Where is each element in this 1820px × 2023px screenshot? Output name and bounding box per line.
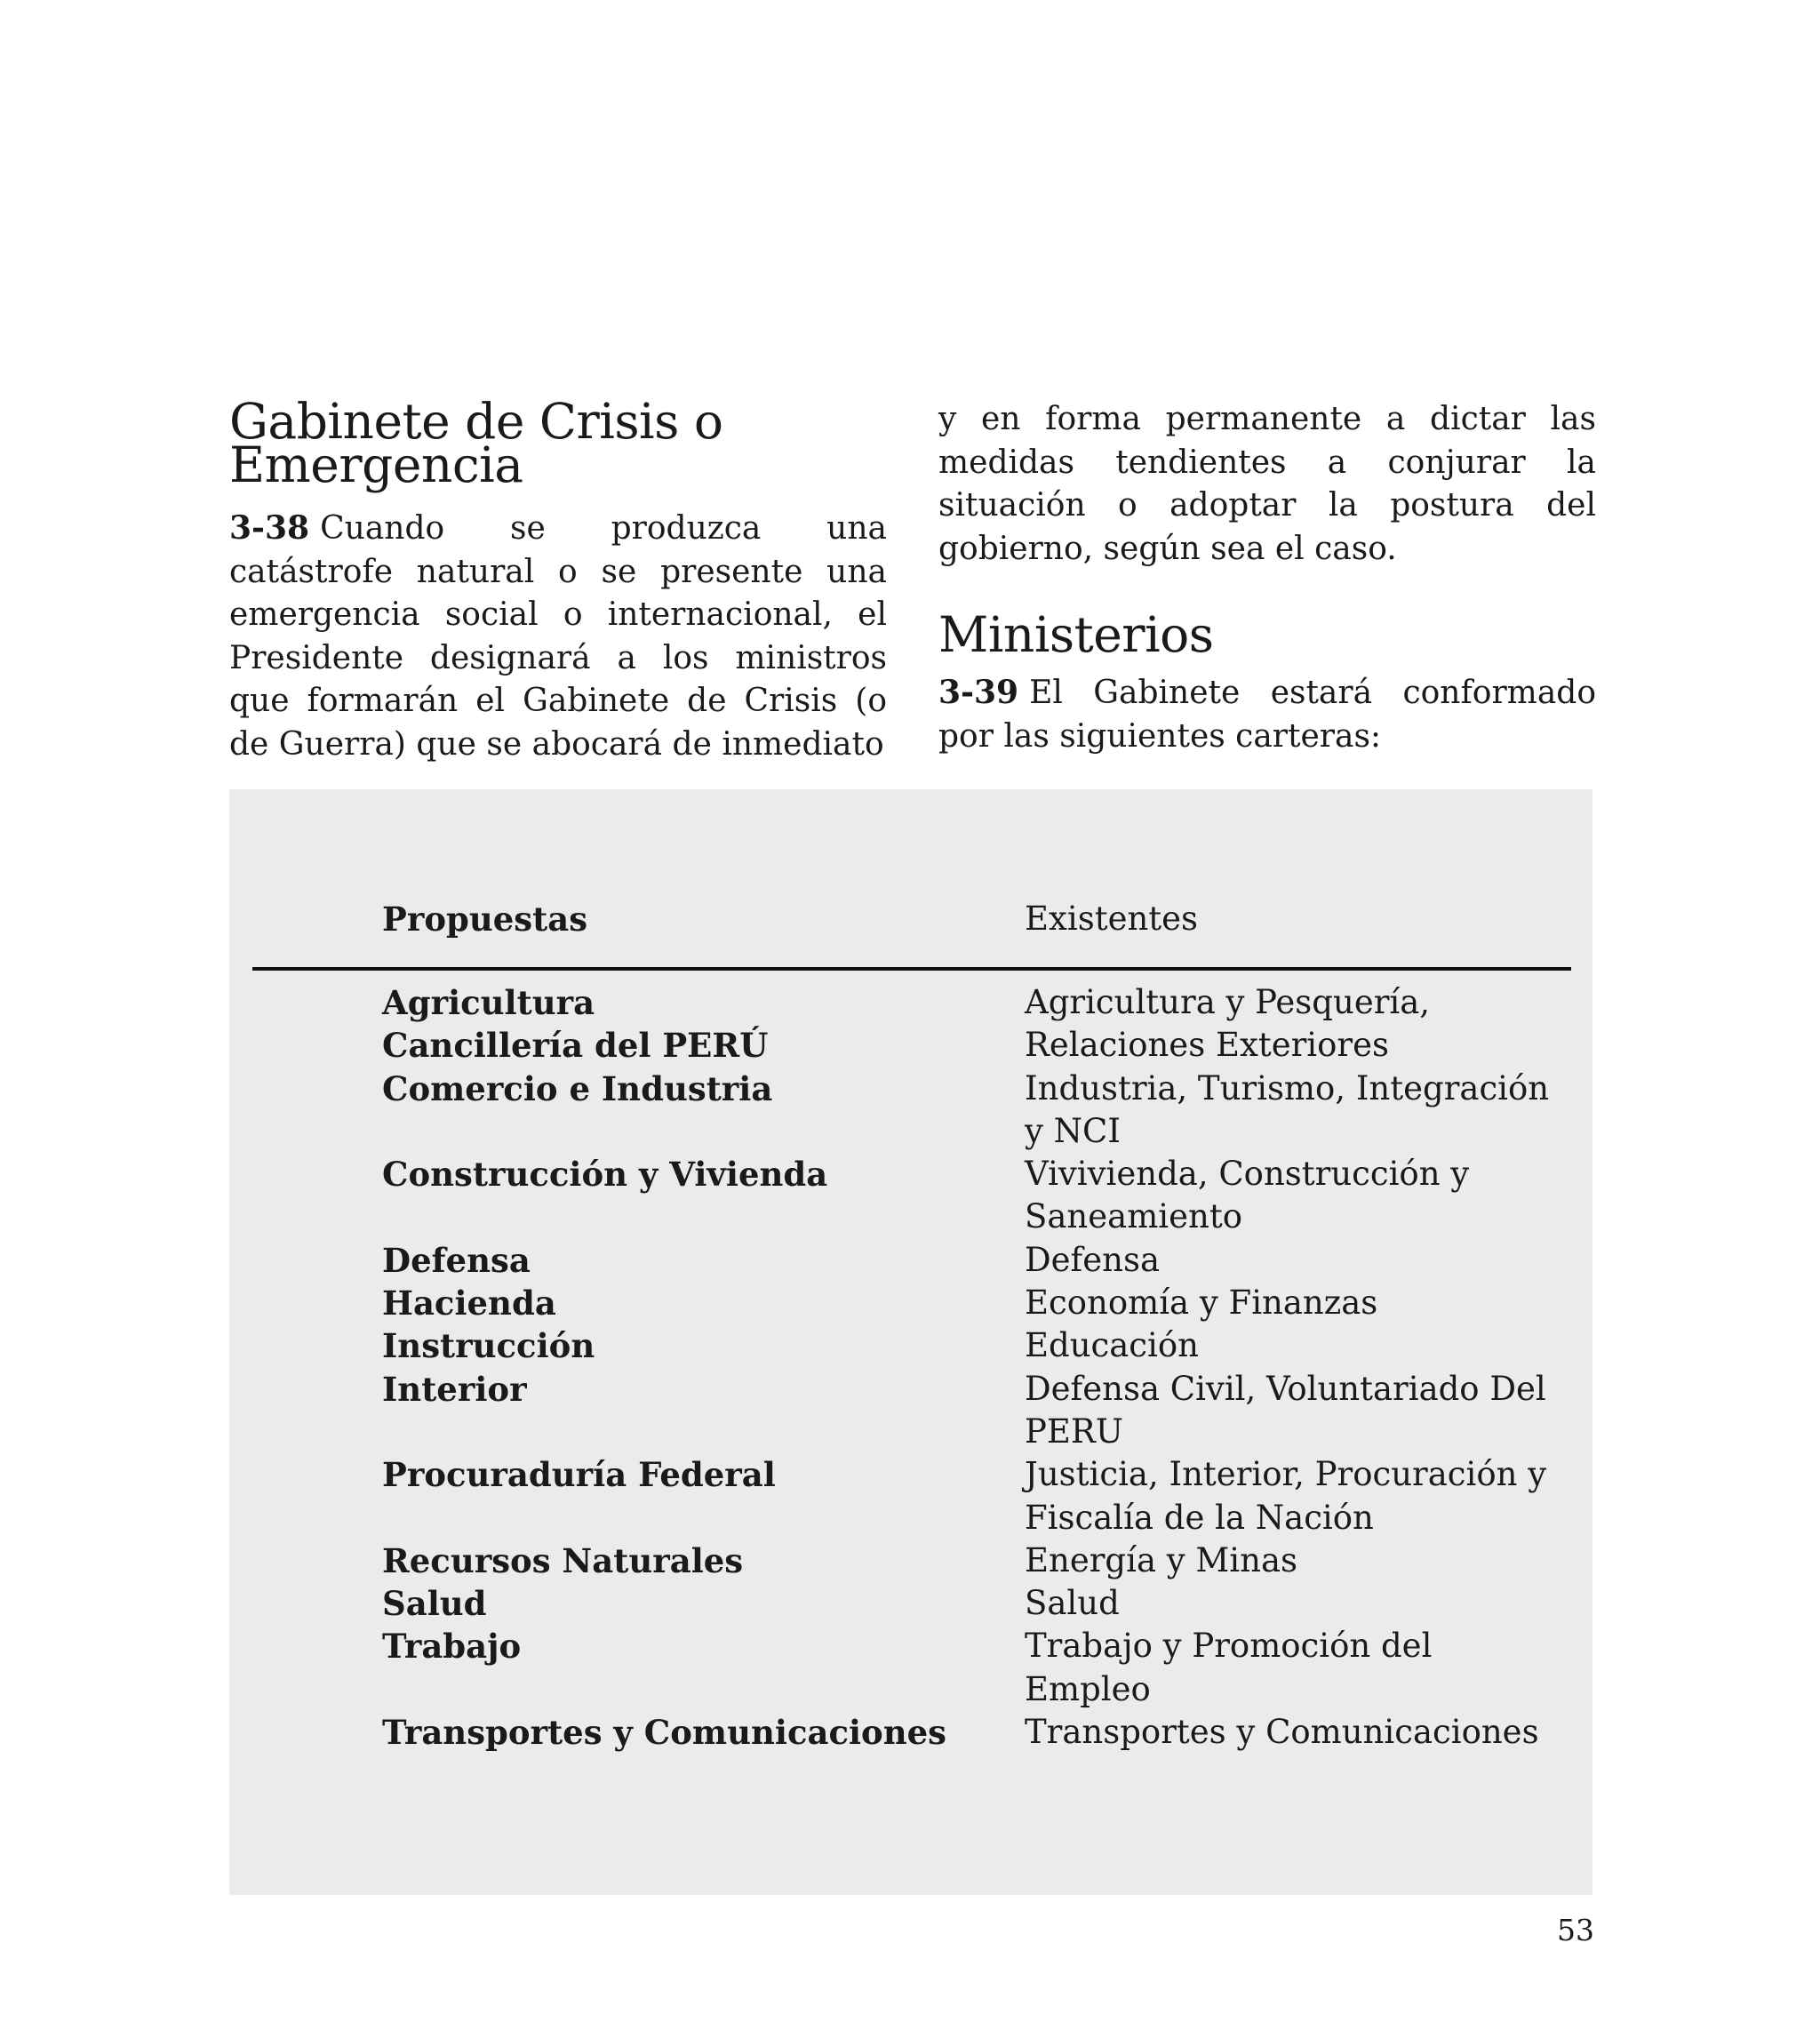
cell-propuesta: Construcción y Vivienda — [382, 1155, 828, 1195]
header-propuestas: Propuestas — [382, 900, 588, 939]
cell-existente: Defensa Civil, Voluntariado Del PERU — [1025, 1369, 1546, 1451]
table-row — [229, 1239, 1592, 1282]
cell-existente: Vivivienda, Construcción y Saneamiento — [1025, 1155, 1470, 1236]
cell-existente: Industria, Turismo, Integración y NCI — [1025, 1068, 1550, 1150]
cell-propuesta: Cancillería del PERÚ — [382, 1026, 769, 1066]
table-row — [229, 1453, 1592, 1539]
cell-propuesta: Procuraduría Federal — [382, 1455, 776, 1495]
cell-existente: Defensa — [1025, 1240, 1161, 1279]
section-heading-gabinete-crisis: Gabinete de Crisis o Emergencia — [229, 393, 723, 493]
paragraph-number: 3-38 — [229, 509, 310, 547]
cell-propuesta: Agricultura — [382, 983, 595, 1022]
right-column — [938, 398, 1596, 758]
cell-propuesta: Trabajo — [382, 1627, 522, 1667]
cell-existente: Energía y Minas — [1025, 1540, 1298, 1579]
cell-propuesta: Salud — [382, 1584, 487, 1624]
cell-propuesta: Recursos Naturales — [382, 1540, 744, 1580]
page-number: 53 — [1557, 1913, 1594, 1947]
header-existentes: Existentes — [1025, 900, 1199, 938]
cell-existente: Trabajo y Promoción del Empleo — [1025, 1627, 1433, 1708]
table-row — [229, 1582, 1592, 1625]
cell-propuesta: Comercio e Industria — [382, 1068, 773, 1108]
table-row — [229, 1368, 1592, 1454]
cell-propuesta: Interior — [382, 1369, 527, 1409]
left-column — [229, 391, 887, 766]
table-row — [229, 1625, 1592, 1711]
table-row — [229, 1153, 1592, 1239]
paragraph-3-39 — [938, 671, 1596, 758]
table-row — [229, 1024, 1592, 1067]
paragraph-continuation: y en forma permanente a dictar las medidas tendientes a conjurar la situación o adoptar la postura del gobierno, según sea el caso. — [938, 401, 1596, 567]
cell-existente: Relaciones Exteriores — [1025, 1026, 1389, 1065]
paragraph-text: Cuando se produzca una catástrofe natural o se presente una emergencia social o internacional, el Presidente designará a los ministros que formarán el Gabinete de Crisis (o de Guerra) que se abocará de inmediato — [229, 510, 887, 763]
cell-propuesta: Instrucción — [382, 1326, 595, 1366]
cell-existente: Justicia, Interior, Procuración y Fiscalía de la Nación — [1025, 1455, 1547, 1537]
header-rule — [252, 967, 1571, 971]
paragraph-text: El Gabinete estará conformado por las siguientes carteras: — [938, 675, 1596, 755]
cell-existente: Agricultura y Pesquería, — [1025, 983, 1431, 1021]
cell-existente: Transportes y Comunicaciones — [1025, 1713, 1539, 1752]
cell-propuesta: Defensa — [382, 1240, 531, 1280]
paragraph-3-38 — [229, 507, 887, 766]
table-row — [229, 1067, 1592, 1154]
table-row — [229, 1324, 1592, 1367]
table-body — [229, 981, 1592, 1754]
cell-propuesta: Transportes y Comunicaciones — [382, 1713, 946, 1753]
cell-existente: Economía y Finanzas — [1025, 1283, 1378, 1323]
cell-propuesta: Hacienda — [382, 1283, 556, 1323]
cell-existente: Educación — [1025, 1326, 1199, 1365]
ministries-table-box — [229, 789, 1592, 1895]
table-row — [229, 1711, 1592, 1754]
table-row — [229, 1282, 1592, 1324]
table-row — [229, 1539, 1592, 1582]
table-row — [229, 981, 1592, 1024]
cell-existente: Salud — [1025, 1584, 1120, 1623]
section-heading-ministerios: Ministerios — [938, 606, 1214, 663]
paragraph-number: 3-39 — [938, 674, 1019, 711]
